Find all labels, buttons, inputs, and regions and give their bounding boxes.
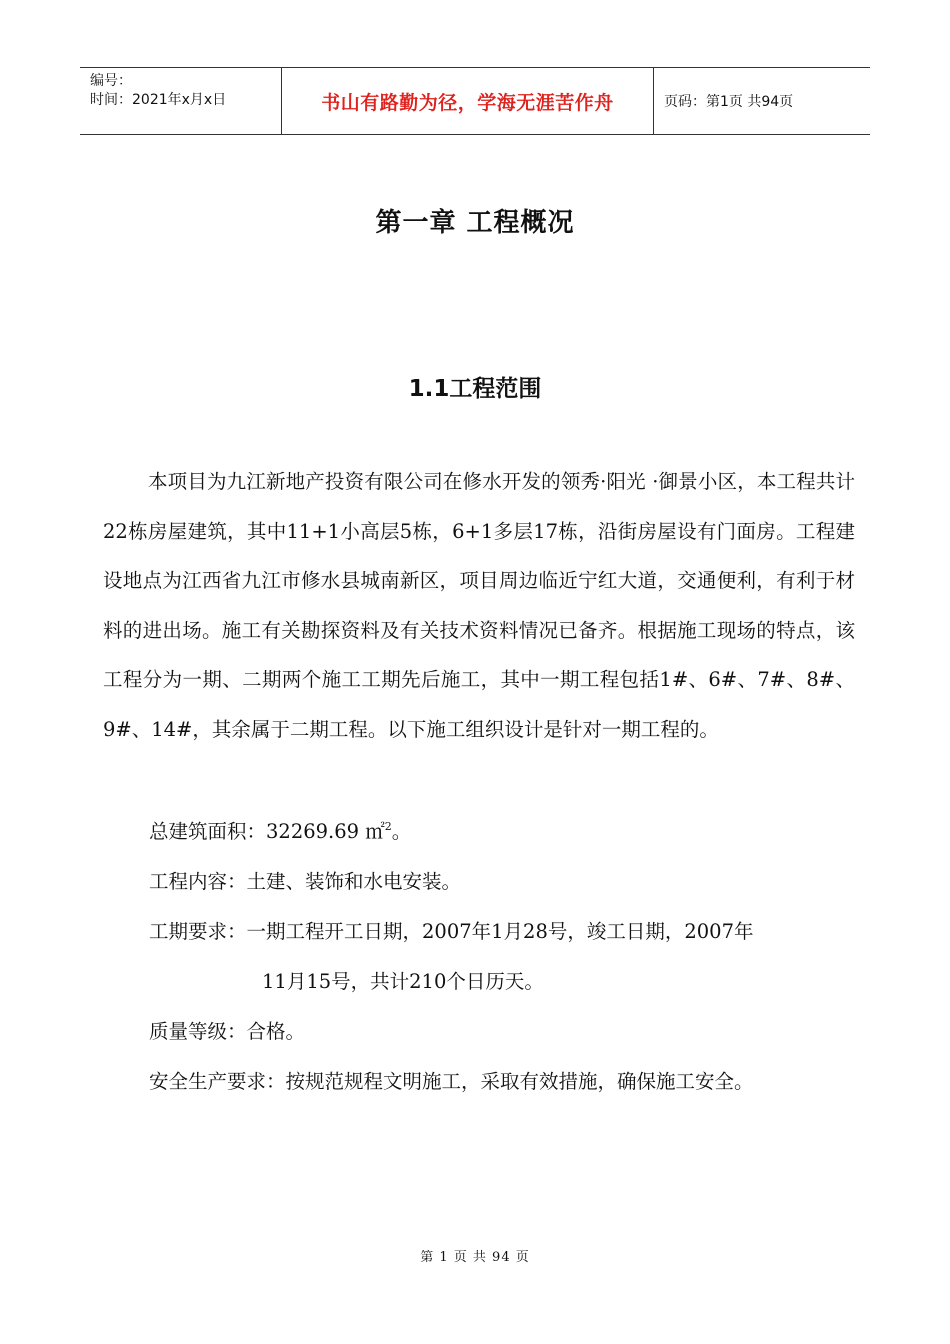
total-area-text: 总建筑面积：32269.69 ㎡	[149, 820, 385, 843]
quality-line: 质量等级：合格。	[149, 1020, 306, 1043]
document-time-label: 时间：2021年x月x日	[90, 92, 227, 108]
page-footer: 第 1 页 共 94 页	[420, 1250, 530, 1265]
body-paragraph: 本项目为九江新地产投资有限公司在修水开发的领秀·阳光 ·御景小区，本工程共计22栋房屋建筑，其中11+1小高层5栋，6+1多层17栋，沿街房屋设有门面房。工程建设地点为江西省九江市修水县城南新区，项目周边临近宁红大道，交通便利，有利于材料的进出场。施工有关勘探资料及有关技术资料情况已备齐。根据施工现场的特点，该工程分为一期、二期两个施工工期先后施工，其中一期工程包括1#、6#、7#、8#、9#、14#，其余属于二期工程。以下施工组织设计是针对一期工程的。	[103, 470, 855, 741]
header-page-info: 页码：第1页 共94页	[664, 94, 794, 110]
schedule-line-2: 11月15号，共计210个日历天。	[262, 970, 544, 993]
section-title: 1.1工程范围	[408, 376, 542, 402]
header-meta-cell	[80, 68, 281, 134]
header-motto: 书山有路勤为径，学海无涯苦作舟	[281, 68, 654, 134]
area-superscript: 2	[384, 820, 392, 833]
total-area-line	[149, 816, 411, 844]
schedule-line-1: 工期要求：一期工程开工日期，2007年1月28号，竣工日期，2007年	[149, 920, 754, 943]
header-table	[80, 67, 870, 135]
work-content-line: 工程内容：土建、装饰和水电安装。	[149, 870, 462, 893]
total-area-end: 。	[391, 820, 412, 843]
chapter-title: 第一章 工程概况	[375, 208, 575, 238]
safety-line: 安全生产要求：按规范规程文明施工，采取有效措施，确保施工安全。	[149, 1070, 754, 1093]
document-number-label: 编号：	[90, 73, 132, 89]
